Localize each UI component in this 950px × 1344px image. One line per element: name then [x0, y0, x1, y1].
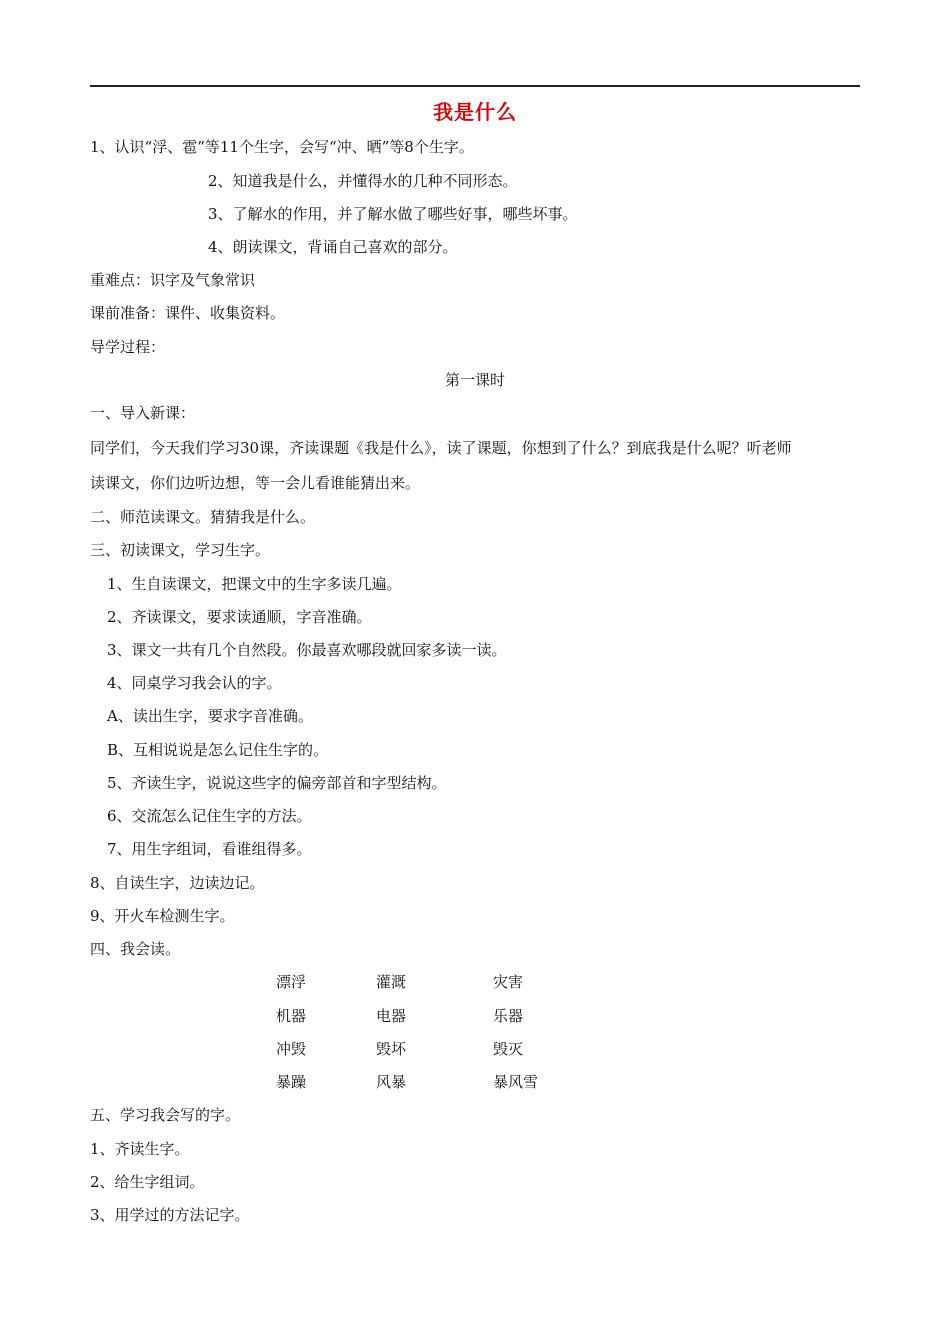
section3-heading: 三、初读课文，学习生字。 — [90, 541, 271, 559]
section3-item: 9、开火车检测生字。 — [90, 907, 235, 925]
section3-item: B、互相说说是怎么记住生字的。 — [107, 741, 329, 759]
section5-item: 3、用学过的方法记字。 — [90, 1206, 250, 1224]
page-title: 我是什么 — [433, 100, 517, 124]
section3-item: 5、齐读生字，说说这些字的偏旁部首和字型结构。 — [107, 774, 447, 792]
word-cell: 灌溉 — [376, 973, 407, 991]
section3-item: 8、自读生字，边读边记。 — [90, 874, 265, 892]
word-cell: 乐器 — [493, 1007, 524, 1025]
section5-heading: 五、学习我会写的字。 — [90, 1106, 241, 1124]
word-cell: 灾害 — [493, 973, 524, 991]
word-cell: 电器 — [376, 1007, 407, 1025]
header-rule — [90, 85, 860, 87]
lesson-label: 第一课时 — [444, 371, 505, 389]
word-cell: 暴躁 — [276, 1073, 307, 1091]
section1-text-line1: 同学们，今天我们学习30课，齐读课题《我是什么》，读了课题，你想到了什么？到底我是什么呢？听老师 — [90, 439, 792, 457]
section3-item: A、读出生字，要求字音准确。 — [107, 707, 313, 725]
objective-1: 1、认识“浮、雹”等11个生字，会写“冲、晒”等8个生字。 — [90, 138, 474, 156]
word-cell: 暴风雪 — [493, 1073, 539, 1091]
word-cell: 风暴 — [376, 1073, 407, 1091]
process-heading: 导学过程： — [90, 338, 166, 356]
section2-heading: 二、师范读课文。猜猜我是什么。 — [90, 508, 316, 526]
section1-heading: 一、导入新课： — [90, 404, 196, 422]
objective-3: 3、了解水的作用，并了解水做了哪些好事，哪些坏事。 — [208, 205, 578, 223]
word-cell: 毁坏 — [376, 1040, 407, 1058]
section3-item: 7、用生字组词，看谁组得多。 — [107, 840, 312, 858]
word-cell: 毁灭 — [493, 1040, 524, 1058]
section5-item: 1、齐读生字。 — [90, 1140, 190, 1158]
section3-item: 4、同桌学习我会认的字。 — [107, 674, 282, 692]
word-cell: 机器 — [276, 1007, 307, 1025]
objective-4: 4、朗读课文，背诵自己喜欢的部分。 — [208, 238, 458, 256]
key-points: 重难点：识字及气象常识 — [90, 271, 256, 289]
objective-2: 2、知道我是什么，并懂得水的几种不同形态。 — [208, 172, 518, 190]
section5-item: 2、给生字组词。 — [90, 1173, 205, 1191]
section1-text-line2: 读课文，你们边听边想，等一会儿看谁能猜出来。 — [90, 474, 421, 492]
section3-item: 3、课文一共有几个自然段。你最喜欢哪段就回家多读一读。 — [107, 641, 507, 659]
word-cell: 冲毁 — [276, 1040, 307, 1058]
word-cell: 漂浮 — [276, 973, 307, 991]
section4-heading: 四、我会读。 — [90, 940, 181, 958]
section3-item: 6、交流怎么记住生字的方法。 — [107, 807, 312, 825]
preparation: 课前准备：课件、收集资料。 — [90, 304, 286, 322]
section3-item: 2、齐读课文，要求读通顺，字音准确。 — [107, 608, 372, 626]
section3-item: 1、生自读课文，把课文中的生字多读几遍。 — [107, 575, 402, 593]
